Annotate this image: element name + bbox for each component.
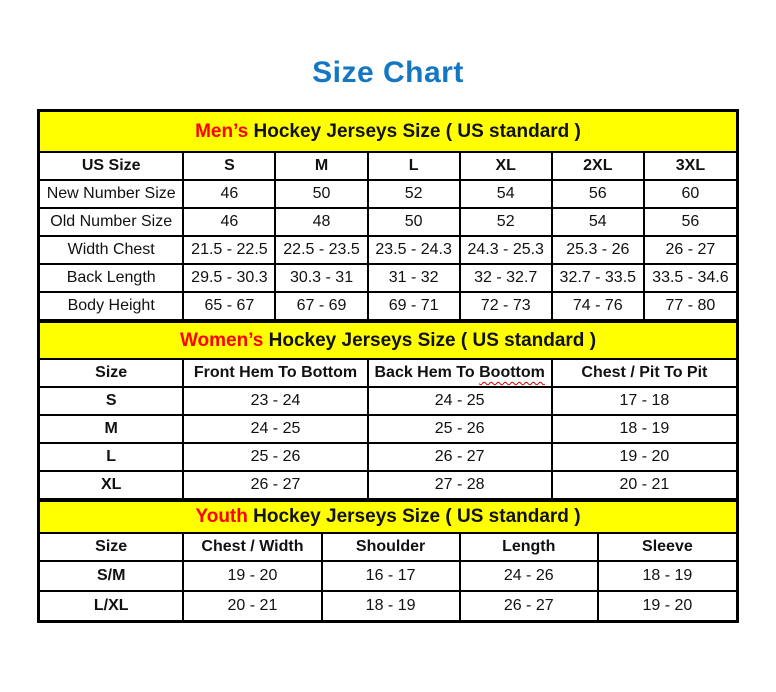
data-cell: 23.5 - 24.3 — [368, 236, 460, 264]
womens-table — [40, 360, 736, 500]
column-header: Back Hem To Boottom — [368, 360, 552, 387]
data-cell: 26 - 27 — [460, 591, 598, 620]
table-row — [40, 561, 736, 591]
data-cell: 56 — [552, 180, 644, 208]
data-cell: 19 - 20 — [183, 561, 321, 591]
data-cell: 56 — [644, 208, 736, 236]
table-row — [40, 264, 736, 292]
table-row — [40, 292, 736, 320]
row-label: S/M — [40, 561, 183, 591]
data-cell: 25 - 26 — [183, 443, 367, 471]
column-header: L — [368, 153, 460, 180]
data-cell: 50 — [275, 180, 367, 208]
column-header: Sleeve — [598, 534, 736, 561]
data-cell: 32 - 32.7 — [460, 264, 552, 292]
data-cell: 52 — [460, 208, 552, 236]
row-label: Width Chest — [40, 236, 183, 264]
row-label: Old Number Size — [40, 208, 183, 236]
data-cell: 18 - 19 — [552, 415, 736, 443]
data-cell: 72 - 73 — [460, 292, 552, 320]
data-cell: 48 — [275, 208, 367, 236]
mens-banner-highlight: Men’s — [195, 120, 249, 142]
data-cell: 24 - 26 — [460, 561, 598, 591]
youth-table — [40, 534, 736, 620]
column-header: M — [275, 153, 367, 180]
womens-header-row — [40, 360, 736, 387]
row-label: XL — [40, 471, 183, 499]
data-cell: 26 - 27 — [644, 236, 736, 264]
column-header: Size — [40, 360, 183, 387]
data-cell: 25.3 - 26 — [552, 236, 644, 264]
youth-section-banner — [40, 500, 736, 534]
column-header: 3XL — [644, 153, 736, 180]
data-cell: 52 — [368, 180, 460, 208]
table-row — [40, 471, 736, 499]
row-label: L/XL — [40, 591, 183, 620]
mens-banner-text: Hockey Jerseys Size ( US standard ) — [248, 120, 581, 142]
data-cell: 27 - 28 — [368, 471, 552, 499]
data-cell: 46 — [183, 208, 275, 236]
table-row — [40, 415, 736, 443]
mens-header-row — [40, 153, 736, 180]
data-cell: 29.5 - 30.3 — [183, 264, 275, 292]
row-label: Body Height — [40, 292, 183, 320]
data-cell: 31 - 32 — [368, 264, 460, 292]
data-cell: 69 - 71 — [368, 292, 460, 320]
table-row — [40, 236, 736, 264]
misspelled-word: Boottom — [479, 364, 545, 381]
data-cell: 20 - 21 — [183, 591, 321, 620]
womens-banner-highlight: Women’s — [179, 329, 264, 351]
table-row — [40, 180, 736, 208]
data-cell: 17 - 18 — [552, 387, 736, 415]
row-label: New Number Size — [40, 180, 183, 208]
size-chart-table — [37, 109, 739, 623]
data-cell: 19 - 20 — [552, 443, 736, 471]
row-label: L — [40, 443, 183, 471]
column-header: XL — [460, 153, 552, 180]
data-cell: 26 - 27 — [368, 443, 552, 471]
data-cell: 19 - 20 — [598, 591, 736, 620]
data-cell: 21.5 - 22.5 — [183, 236, 275, 264]
data-cell: 24.3 - 25.3 — [460, 236, 552, 264]
youth-banner-text: Hockey Jerseys Size ( US standard ) — [247, 506, 581, 527]
data-cell: 46 — [183, 180, 275, 208]
data-cell: 33.5 - 34.6 — [644, 264, 736, 292]
column-header: Length — [460, 534, 598, 561]
data-cell: 54 — [460, 180, 552, 208]
row-label: S — [40, 387, 183, 415]
data-cell: 20 - 21 — [552, 471, 736, 499]
row-label: Back Length — [40, 264, 183, 292]
column-header: Size — [40, 534, 183, 561]
youth-header-row — [40, 534, 736, 561]
womens-section-banner — [40, 321, 736, 360]
mens-table — [40, 153, 736, 321]
page-title: Size Chart — [312, 56, 464, 89]
data-cell: 25 - 26 — [368, 415, 552, 443]
data-cell: 16 - 17 — [322, 561, 460, 591]
data-cell: 26 - 27 — [183, 471, 367, 499]
column-header: Shoulder — [322, 534, 460, 561]
data-cell: 65 - 67 — [183, 292, 275, 320]
data-cell: 30.3 - 31 — [275, 264, 367, 292]
data-cell: 23 - 24 — [183, 387, 367, 415]
data-cell: 18 - 19 — [598, 561, 736, 591]
table-row — [40, 591, 736, 620]
data-cell: 24 - 25 — [368, 387, 552, 415]
data-cell: 32.7 - 33.5 — [552, 264, 644, 292]
column-header: Front Hem To Bottom — [183, 360, 367, 387]
column-header: Chest / Pit To Pit — [552, 360, 736, 387]
data-cell: 60 — [644, 180, 736, 208]
data-cell: 18 - 19 — [322, 591, 460, 620]
data-cell: 74 - 76 — [552, 292, 644, 320]
data-cell: 54 — [552, 208, 644, 236]
column-header: Chest / Width — [183, 534, 321, 561]
data-cell: 22.5 - 23.5 — [275, 236, 367, 264]
column-header: S — [183, 153, 275, 180]
data-cell: 67 - 69 — [275, 292, 367, 320]
data-cell: 50 — [368, 208, 460, 236]
row-label: M — [40, 415, 183, 443]
table-row — [40, 208, 736, 236]
womens-banner-text: Hockey Jerseys Size ( US standard ) — [263, 329, 597, 351]
data-cell: 77 - 80 — [644, 292, 736, 320]
youth-banner-highlight: Youth — [195, 506, 248, 527]
column-header: US Size — [40, 153, 183, 180]
column-header: 2XL — [552, 153, 644, 180]
mens-section-banner — [40, 112, 736, 153]
table-row — [40, 387, 736, 415]
table-row — [40, 443, 736, 471]
data-cell: 24 - 25 — [183, 415, 367, 443]
